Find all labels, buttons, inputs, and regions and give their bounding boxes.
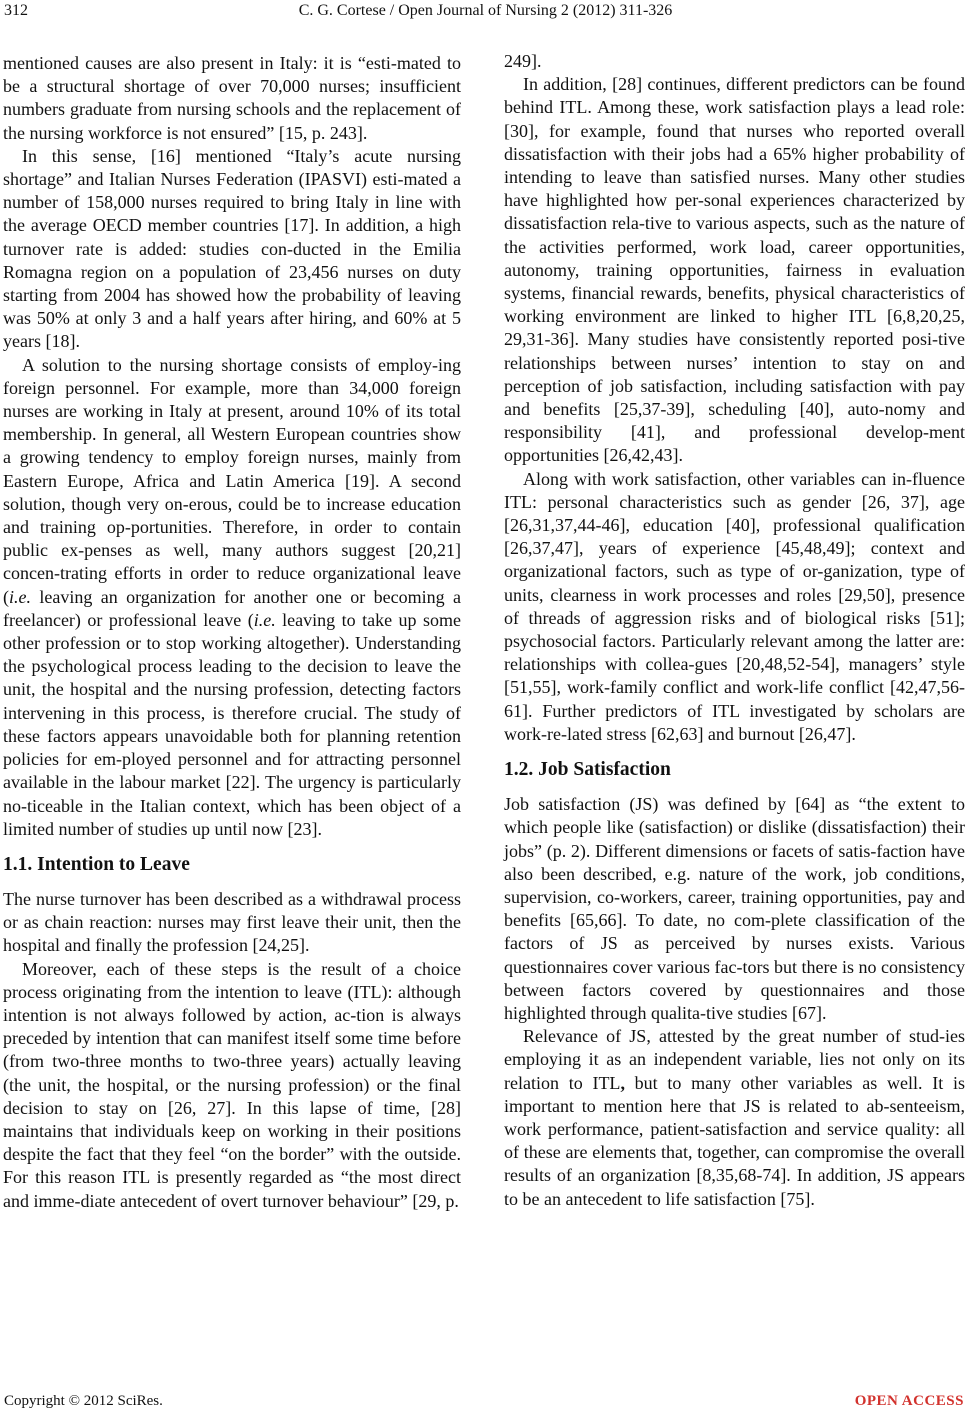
bold-comma: , — [620, 1072, 625, 1093]
paragraph: Moreover, each of these steps is the result of a choice process originating from the intention to leave (ITL): although intention is not always followed by action, ac-tion is always preceded by intention that can manifest itself some time before (from two-three months to two-three years) actually leaving (the unit, the hospital, or the nursing profession) or the final decision to stay on [26, 27]. In this lapse of time, [28] maintains that individuals keep on working in their positions despite the fact that they feel “on the border” with the outside. For this reason ITL is presently regarded as “the most direct and imme-diate antecedent of overt turnover behaviour” [29, p. — [3, 958, 461, 1211]
left-column — [3, 52, 461, 1213]
paragraph: In addition, [28] continues, different predictors can be found behind ITL. Among these, work satisfaction plays a lead role: [30], for example, found that nurses who reported overall dissatisfaction with their jobs had a 65% higher probability of intending to leave than satisfied nurses. Many other studies have highlighted how per-sonal experiences characterized by dissatisfaction rela-tive to various aspects, such as the nature of the activities performed, work load, career opportunities, autonomy, training opportunities, fairness in evaluation systems, financial rewards, benefits, physical characteristics of working environment are linked to higher ITL [6,8,20,25, 29,31-36]. Many studies have consistently reported posi-tive relationships between nurses’ intention to stay on and perception of job satisfaction, including satisfaction with pay and benefits [25,37-39], scheduling [40], auto-nomy and responsibility [41], and professional develop-ment opportunities [26,42,43]. — [504, 74, 965, 466]
paragraph — [504, 1025, 965, 1211]
open-access-label: OPEN ACCESS — [854, 1393, 964, 1409]
running-head: C. G. Cortese / Open Journal of Nursing 2 (2012) 311-326 — [298, 2, 673, 19]
italic-abbreviation: i.e. — [9, 586, 31, 607]
section-heading: 1.1. Intention to Leave — [3, 853, 190, 875]
paragraph-text: Relevance of JS, attested by the great number of stud-ies employing it as an independent variable, lies not only on its relation to ITL — [504, 1026, 965, 1093]
paragraph — [3, 354, 461, 841]
italic-abbreviation: i.e. — [253, 609, 276, 630]
paragraph: 249]. — [504, 51, 542, 71]
paragraph-text: A solution to the nursing shortage consists of employ-ing foreign personnel. For example, more than 34,000 foreign nurses are working in Italy at present, around 10% of its total membership. In general, all Western European countries show a growing tendency to employ foreign nurses, mainly from Eastern Europe, Africa and Latin America [19]. A second solution, though very on-erous, could be to increase education and training op-portunities. Therefore, in order to contain public ex-penses as well, many authors suggest [20,21] concen-trating efforts in order to reduce organizational leave ( — [3, 354, 461, 607]
page-footer — [0, 1392, 971, 1414]
paragraph-text: but to many other variables as well. It is important to mention here that JS is related to ab-senteeism, work performance, patient-satisfaction and service quality: all of these are elements that, together, can compromise the overall results of an organization [8,35,68-74]. In addition, JS appears to be an antecedent to life satisfaction [75]. — [504, 1072, 965, 1209]
page-number: 312 — [4, 2, 28, 19]
section-heading: 1.2. Job Satisfaction — [504, 759, 671, 781]
paragraph: In this sense, [16] mentioned “Italy’s acute nursing shortage” and Italian Nurses Federation (IPASVI) esti-mated a number of 158,000 nurses required to bring Italy in line with the average OECD member countries [17]. In addition, a high turnover rate is added: studies con-ducted in the Emilia Romagna region on a population of 23,456 nurses on duty starting from 2004 has showed how the probability of leaving was 50% at only 3 and a half years after hiring, and 60% at 5 years [18]. — [3, 145, 461, 352]
paragraph: mentioned causes are also present in Italy: it is “esti-mated to be a structural shortage of over 70,000 nurses; insufficient numbers graduate from nursing schools and the replacement of the nursing workforce is not ensured” [15, p. 243]. — [3, 53, 461, 143]
paragraph-text: leaving to take up some other profession or to stop working altogether). Understanding the psychological process leading to the decision to leave the unit, the hospital and the nursing profession, detecting factors intervening in this process, is therefore crucial. The study of these factors appears unavoidable both for planning retention policies for em-ployed personnel and for attracting personnel available in the labour market [22]. The urgency is particularly no-ticeable in the Italian context, which has been object of a limited number of studies up until now [23]. — [3, 609, 461, 839]
copyright-notice: Copyright © 2012 SciRes. — [4, 1393, 163, 1409]
paragraph: Along with work satisfaction, other variables can in-fluence ITL: personal characteristics such as gender [26, 37], age [26,31,37,44-46], education [40], professional qualification [26,37,47], years of experience [45,48,49]; context and organizational factors, such as type of or-ganization, type of units, clearness in work processes and roles [29,50], presence of threads of aggression risks and of biological risks [51]; psychosocial factors. Particularly relevant among the latter are: relationships with collea-gues [20,48,52-54], managers’ style [51,55], work-family conflict and work-life conflict [42,47,56-61]. Further predictors of ITL investigated by scholars are work-re-lated stress [62,63] and burnout [26,47]. — [504, 468, 965, 744]
page-header — [0, 0, 971, 28]
paragraph: Job satisfaction (JS) was defined by [64] as “the extent to which people like (satisfaction) or dislike (dissatisfaction) their jobs” (p. 2). Different dimensions or facets of satis-faction have also been described, e.g. nature of the work, job conditions, supervision, co-workers, career, training opportunities, pay and benefits [65,66]. To date, no com-plete classification of the factors of JS as perceived by nurses exists. Various questionnaires cover various fac-tors but there is no consistency between factors covered by questionnaires and those highlighted through qualita-tive studies [67]. — [504, 794, 965, 1023]
right-column — [504, 50, 965, 1211]
paragraph-text: leaving an organization for another one or becoming a freelancer) or professional leave ( — [3, 586, 461, 630]
paragraph: The nurse turnover has been described as a withdrawal process or as chain reaction: nurses may first leave their unit, then the hospital and finally the profession [24,25]. — [3, 888, 461, 956]
